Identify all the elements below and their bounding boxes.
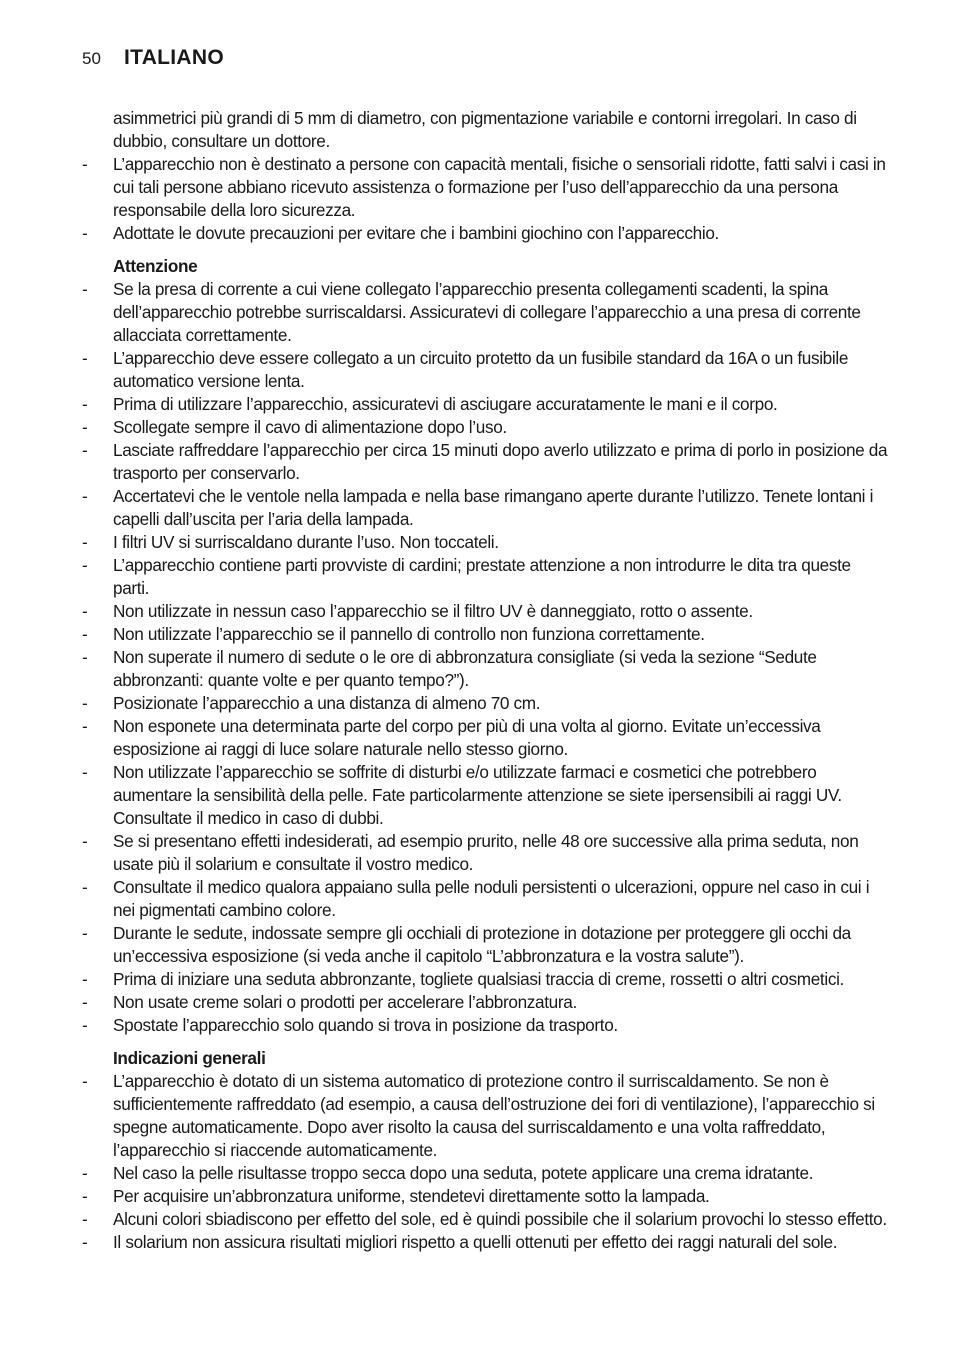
dash-bullet: - [82, 1071, 88, 1091]
list-item-text: Prima di iniziare una seduta abbronzante, togliete qualsiasi traccia di creme, rossetti o altri cosmetici. [113, 969, 844, 989]
dash-bullet: - [82, 647, 88, 667]
section-heading-indicazioni-generali: Indicazioni generali [113, 1048, 266, 1068]
page-content [82, 107, 888, 1254]
dash-bullet: - [82, 693, 88, 713]
list-item-text: Adottate le dovute precauzioni per evitare che i bambini giochino con l’apparecchio. [113, 223, 719, 243]
list-item-text: Prima di utilizzare l’apparecchio, assicuratevi di asciugare accuratamente le mani e il corpo. [113, 394, 778, 414]
list-item [82, 922, 888, 968]
page-number: 50 [82, 49, 101, 68]
section-heading-attenzione: Attenzione [113, 256, 198, 276]
list-item [82, 968, 888, 991]
list-item [82, 416, 888, 439]
list-item-text: Alcuni colori sbiadiscono per effetto del sole, ed è quindi possibile che il solarium provochi lo stesso effetto. [113, 1209, 887, 1229]
list-item [82, 1231, 888, 1254]
list-item-text: Scollegate sempre il cavo di alimentazione dopo l’uso. [113, 417, 507, 437]
list-item-text: Non utilizzate in nessun caso l’apparecchio se il filtro UV è danneggiato, rotto o assente. [113, 601, 753, 621]
list-item-text: Non esponete una determinata parte del corpo per più di una volta al giorno. Evitate un’eccessiva esposizione ai raggi di luce solare naturale nello stesso giorno. [113, 716, 821, 759]
dash-bullet: - [82, 1232, 88, 1252]
dash-bullet: - [82, 532, 88, 552]
list-item-text: Non utilizzate l’apparecchio se il pannello di controllo non funziona correttamente. [113, 624, 705, 644]
list-item [82, 761, 888, 830]
list-item-text: L’apparecchio è dotato di un sistema automatico di protezione contro il surriscaldamento. Se non è sufficientemente raffreddato (ad esempio, a causa dell’ostruzione dei fori di ventilazione), l’apparecchio si spegne automaticamente. Dopo aver risolto la causa del surriscaldamento e una volta raffreddato, l’apparecchio si riaccende automaticamente. [113, 1071, 875, 1160]
list-item [82, 347, 888, 393]
list-item-text: L’apparecchio contiene parti provviste di cardini; prestate attenzione a non introdurre le dita tra queste parti. [113, 555, 851, 598]
dash-bullet: - [82, 969, 88, 989]
list-item-text: Se la presa di corrente a cui viene collegato l’apparecchio presenta collegamenti scadenti, la spina dell’apparecchio potrebbe surriscaldarsi. Assicuratevi di collegare l’apparecchio a una presa di corrente allacciata correttamente. [113, 279, 861, 345]
list-item-text: L’apparecchio deve essere collegato a un circuito protetto da un fusibile standard da 16A o un fusibile automatico versione lenta. [113, 348, 849, 391]
dash-bullet: - [82, 831, 88, 851]
list-item [82, 1162, 888, 1185]
list-item [82, 692, 888, 715]
dash-bullet: - [82, 279, 88, 299]
dash-bullet: - [82, 348, 88, 368]
list-item [82, 222, 888, 245]
list-item [82, 485, 888, 531]
list-item-text: Per acquisire un’abbronzatura uniforme, stendetevi direttamente sotto la lampada. [113, 1186, 710, 1206]
list-item-text: Durante le sedute, indossate sempre gli occhiali di protezione in dotazione per proteggere gli occhi da un’eccessiva esposizione (si veda anche il capitolo “L’abbronzatura e la vostra salute”). [113, 923, 851, 966]
dash-bullet: - [82, 762, 88, 782]
list-item-text: I filtri UV si surriscaldano durante l’uso. Non toccateli. [113, 532, 499, 552]
list-item-text: Accertatevi che le ventole nella lampada e nella base rimangano aperte durante l’utilizzo. Tenete lontani i capelli dall’uscita per l’aria della lampada. [113, 486, 874, 529]
list-item-text: Nel caso la pelle risultasse troppo secca dopo una seduta, potete applicare una crema idratante. [113, 1163, 814, 1183]
list-item-text: Posizionate l’apparecchio a una distanza di almeno 70 cm. [113, 693, 541, 713]
dash-bullet: - [82, 154, 88, 174]
list-item [82, 600, 888, 623]
list-item [82, 991, 888, 1014]
language-title: ITALIANO [124, 46, 224, 69]
dash-bullet: - [82, 923, 88, 943]
dash-bullet: - [82, 1209, 88, 1229]
intro-list [82, 153, 888, 245]
list-item-text: Non usate creme solari o prodotti per accelerare l’abbronzatura. [113, 992, 577, 1012]
dash-bullet: - [82, 877, 88, 897]
list-item [82, 876, 888, 922]
dash-bullet: - [82, 394, 88, 414]
list-item [82, 278, 888, 347]
continuation-paragraph: asimmetrici più grandi di 5 mm di diametro, con pigmentazione variabile e contorni irregolari. In caso di dubbio, consultare un dottore. [113, 108, 857, 151]
list-item [82, 153, 888, 222]
dash-bullet: - [82, 417, 88, 437]
list-item [82, 646, 888, 692]
list-item-text: L’apparecchio non è destinato a persone con capacità mentali, fisiche o sensoriali ridotte, fatti salvi i casi in cui tali persone abbiano ricevuto assistenza o formazione per l’uso dell’apparecchio da una persona responsabile della loro sicurezza. [113, 154, 886, 220]
dash-bullet: - [82, 624, 88, 644]
dash-bullet: - [82, 486, 88, 506]
list-item [82, 715, 888, 761]
dash-bullet: - [82, 440, 88, 460]
list-item-text: Non utilizzate l’apparecchio se soffrite di disturbi e/o utilizzate farmaci e cosmetici che potrebbero aumentare la sensibilità della pelle. Fate particolarmente attenzione se siete ipersensibili ai raggi UV. Consultate il medico in caso di dubbi. [113, 762, 842, 828]
list-item-text: Lasciate raffreddare l’apparecchio per circa 15 minuti dopo averlo utilizzato e prima di porlo in posizione da trasporto per conservarlo. [113, 440, 888, 483]
dash-bullet: - [82, 1163, 88, 1183]
dash-bullet: - [82, 223, 88, 243]
list-item [82, 1070, 888, 1162]
list-item [82, 554, 888, 600]
list-item-text: Non superate il numero di sedute o le ore di abbronzatura consigliate (si veda la sezione “Sedute abbronzanti: quante volte e per quanto tempo?”). [113, 647, 817, 690]
attention-list [82, 278, 888, 1037]
list-item [82, 1185, 888, 1208]
dash-bullet: - [82, 555, 88, 575]
list-item [82, 1014, 888, 1037]
dash-bullet: - [82, 1186, 88, 1206]
dash-bullet: - [82, 1015, 88, 1035]
list-item [82, 393, 888, 416]
general-list [82, 1070, 888, 1254]
list-item-text: Consultate il medico qualora appaiano sulla pelle noduli persistenti o ulcerazioni, oppure nel caso in cui i nei pigmentati cambino colore. [113, 877, 870, 920]
list-item [82, 623, 888, 646]
list-item-text: Se si presentano effetti indesiderati, ad esempio prurito, nelle 48 ore successive alla prima seduta, non usate più il solarium e consultate il vostro medico. [113, 831, 859, 874]
list-item-text: Il solarium non assicura risultati migliori rispetto a quelli ottenuti per effetto dei raggi naturali del sole. [113, 1232, 838, 1252]
list-item [82, 1208, 888, 1231]
list-item [82, 830, 888, 876]
list-item [82, 439, 888, 485]
dash-bullet: - [82, 716, 88, 736]
dash-bullet: - [82, 601, 88, 621]
dash-bullet: - [82, 992, 88, 1012]
page-header [82, 46, 224, 70]
list-item [82, 531, 888, 554]
list-item-text: Spostate l’apparecchio solo quando si trova in posizione da trasporto. [113, 1015, 618, 1035]
